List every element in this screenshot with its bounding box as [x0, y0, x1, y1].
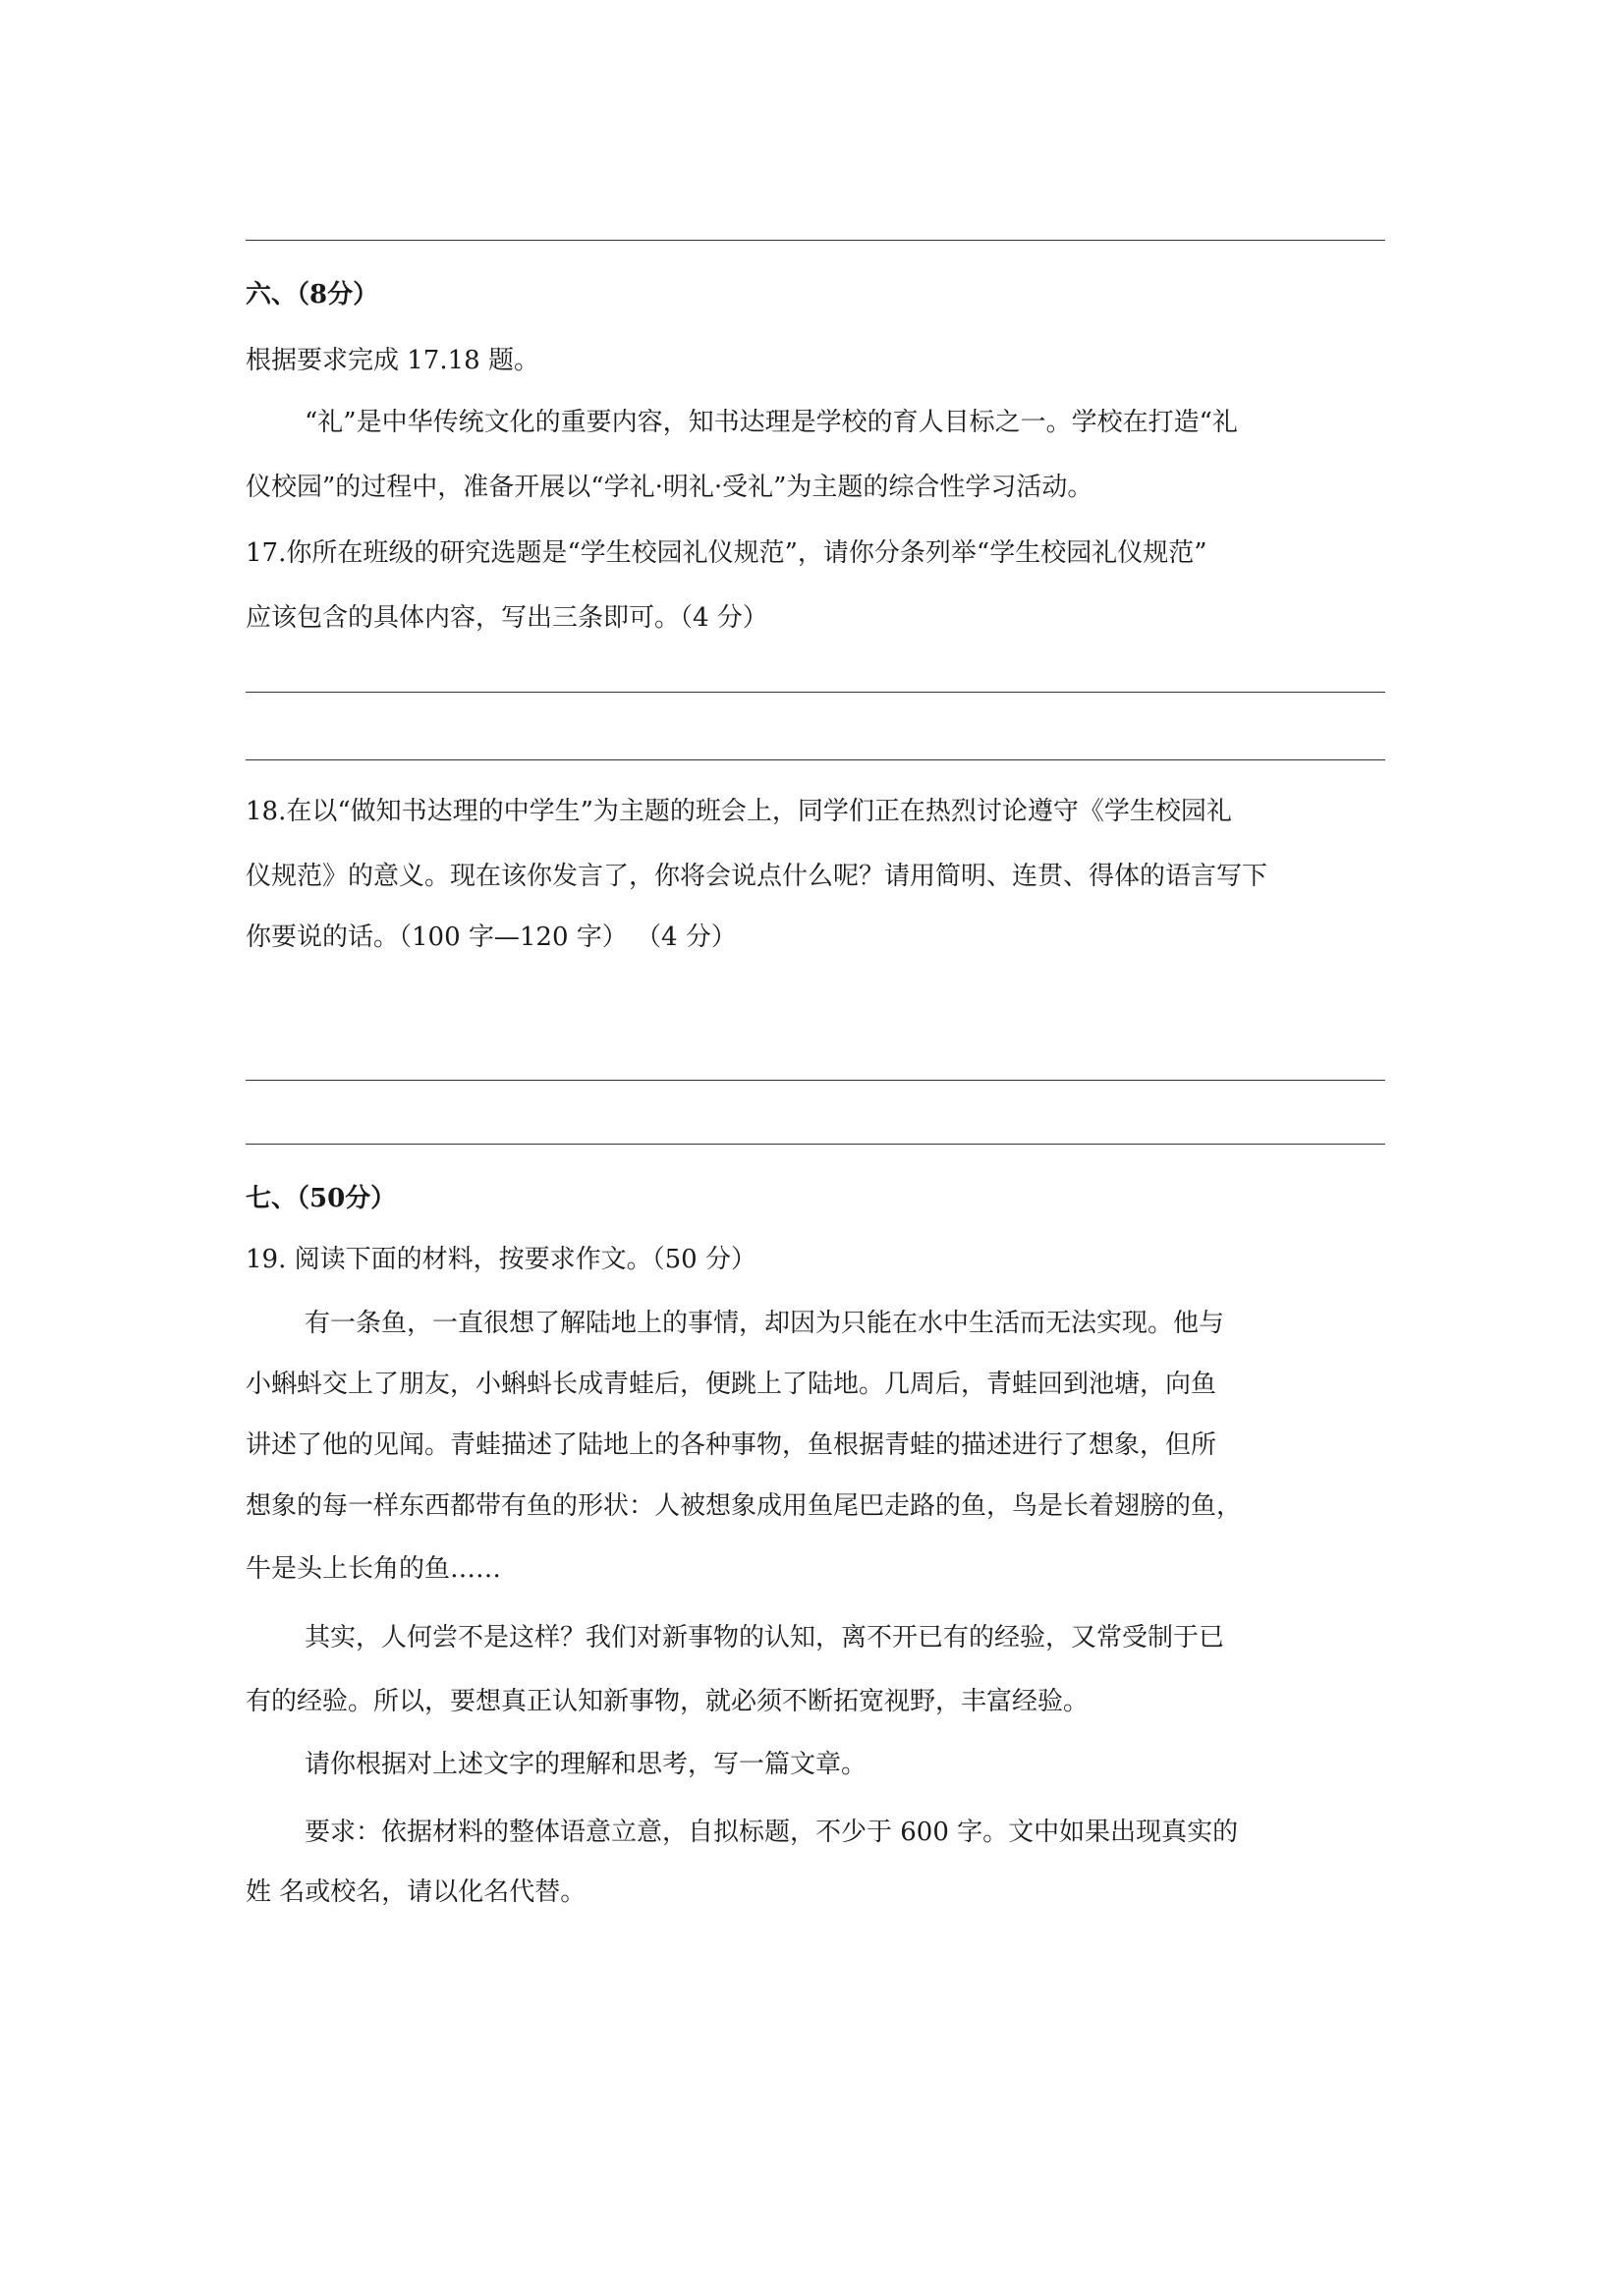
- requirement-line: 要求：依据材料的整体语意立意，自拟标题，不少于 600 字。文中如果出现真实的: [305, 1818, 1239, 1847]
- instruction-text: 根据要求完成 17.18 题。: [246, 346, 539, 375]
- question-18-line: 你要说的话。（100 字—120 字） （4 分）: [246, 923, 737, 952]
- material-paragraph-line: 有的经验。所以，要想真正认知新事物，就必须不断拓宽视野，丰富经验。: [246, 1687, 1090, 1716]
- section-six-heading: 六、（8分）: [246, 280, 379, 309]
- material-paragraph-line: 讲述了他的见闻。青蛙描述了陆地上的各种事物，鱼根据青蛙的描述进行了想象，但所: [246, 1430, 1217, 1460]
- answer-line: [246, 1080, 1385, 1081]
- question-18-line: 仪规范》的意义。现在该你发言了，你将会说点什么呢？请用简明、连贯、得体的语言写下: [246, 862, 1268, 891]
- writing-prompt-line: 请你根据对上述文字的理解和思考，写一篇文章。: [305, 1750, 867, 1779]
- answer-line: [246, 759, 1385, 760]
- intro-paragraph-line: “礼”是中华传统文化的重要内容，知书达理是学校的育人目标之一。学校在打造“礼: [305, 408, 1238, 437]
- material-paragraph-line: 有一条鱼，一直很想了解陆地上的事情，却因为只能在水中生活而无法实现。他与: [305, 1309, 1225, 1338]
- intro-paragraph-line: 仪校园”的过程中，准备开展以“学礼·明礼·受礼”为主题的综合性学习活动。: [246, 473, 1093, 502]
- material-paragraph-line: 想象的每一样东西都带有鱼的形状：人被想象成用鱼尾巴走路的鱼，鸟是长着翅膀的鱼，: [246, 1491, 1243, 1521]
- answer-line: [246, 240, 1385, 241]
- section-seven-heading: 七、（50分）: [246, 1184, 397, 1213]
- requirement-line: 姓 名或校名，请以化名代替。: [246, 1877, 587, 1907]
- question-17-line: 17.你所在班级的研究选题是“学生校园礼仪规范”，请你分条列举“学生校园礼仪规范”: [246, 538, 1207, 568]
- material-paragraph-line: 小蝌蚪交上了朋友，小蝌蚪长成青蛙后，便跳上了陆地。几周后，青蛙回到池塘，向鱼: [246, 1370, 1217, 1399]
- answer-line: [246, 692, 1385, 693]
- question-17-line: 应该包含的具体内容，写出三条即可。（4 分）: [246, 603, 768, 633]
- answer-line: [246, 1144, 1385, 1145]
- question-18-line: 18.在以“做知书达理的中学生”为主题的班会上，同学们正在热烈讨论遵守《学生校园礼: [246, 797, 1232, 826]
- material-paragraph-line: 其实，人何尝不是这样？我们对新事物的认知，离不开已有的经验，又常受制于已: [305, 1623, 1225, 1652]
- question-19-line: 19. 阅读下面的材料，按要求作文。（50 分）: [246, 1245, 756, 1274]
- material-paragraph-line: 牛是头上长角的鱼……: [246, 1554, 502, 1584]
